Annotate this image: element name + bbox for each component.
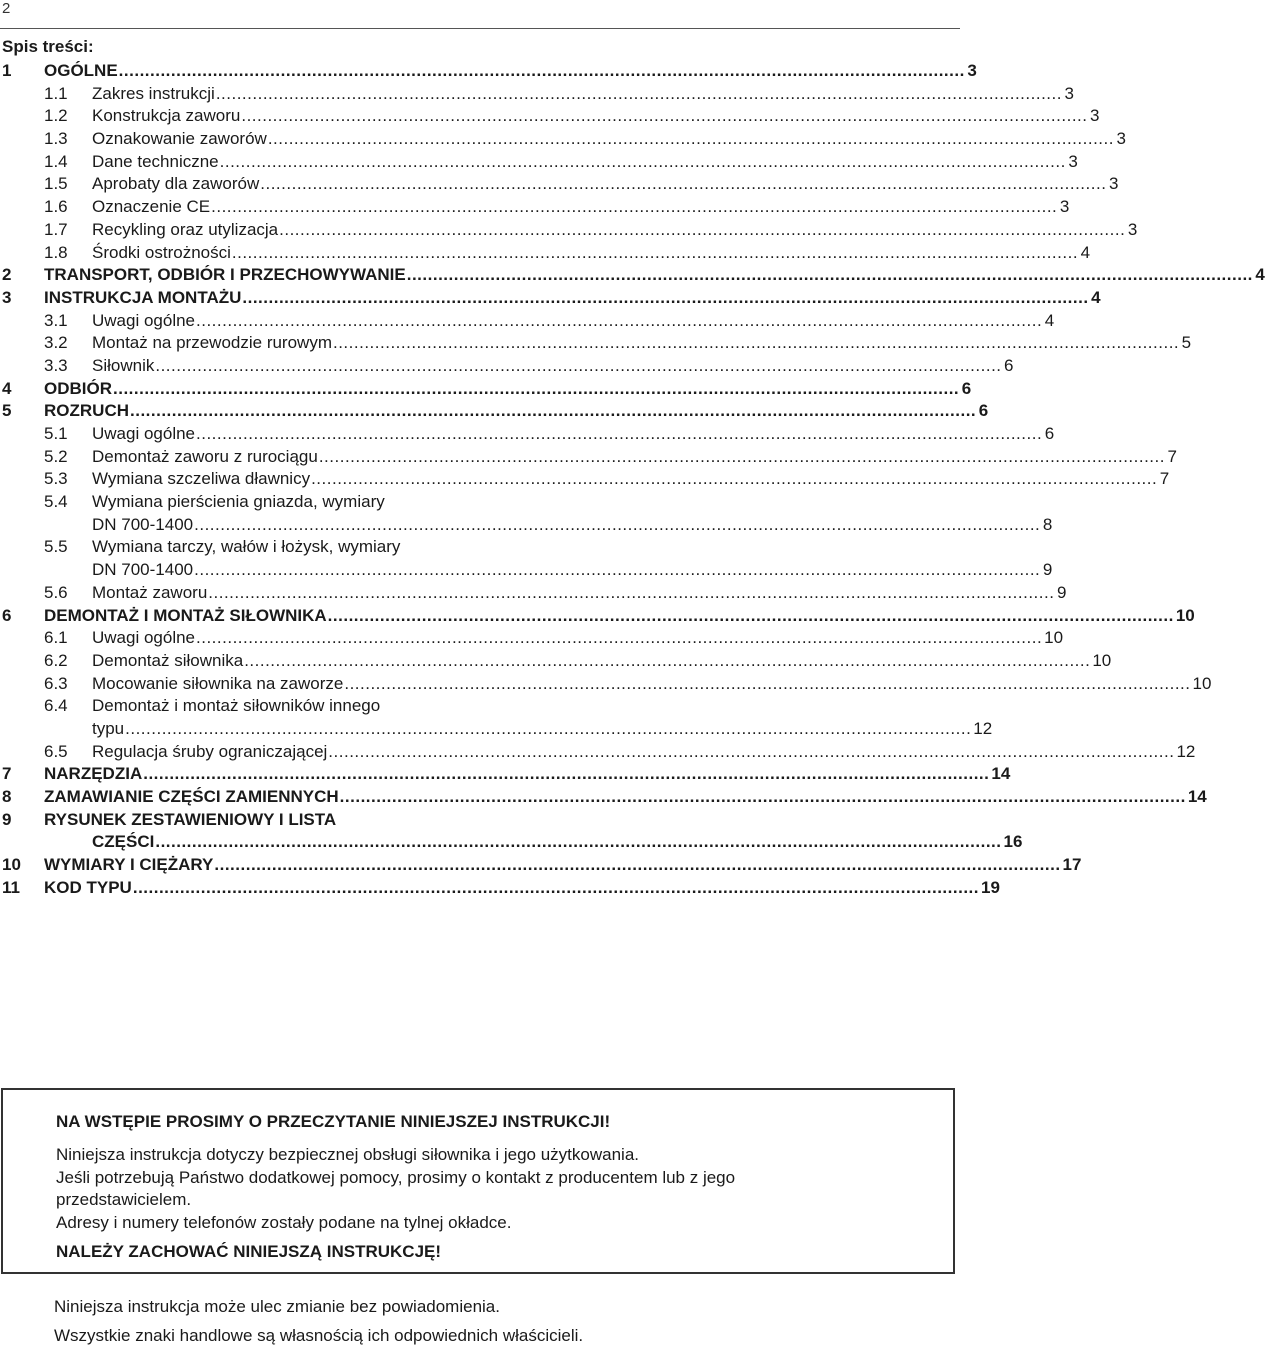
toc-leader-dots xyxy=(216,83,1062,106)
notice-line: Adresy i numery telefonów zostały podane na tylnej okładce. xyxy=(56,1212,512,1232)
toc-entry-number: 1.5 xyxy=(44,174,68,194)
toc-leader-dots xyxy=(333,332,1179,355)
toc-entry-page: 4 xyxy=(1044,310,1055,330)
toc-leader-dots xyxy=(244,650,1090,673)
toc-entry-page: 19 xyxy=(981,877,1000,897)
toc-leader-dots xyxy=(133,877,979,900)
toc-leader-dots xyxy=(220,151,1066,174)
toc-leader-dots xyxy=(260,173,1106,196)
toc-entry xyxy=(2,242,1091,265)
toc-entry-title: Uwagi ogólne xyxy=(92,628,196,648)
toc-entry-page: 14 xyxy=(1187,787,1207,806)
toc-entry-number: 1.7 xyxy=(44,219,68,239)
toc-leader-dots xyxy=(241,105,1087,128)
toc-entry-page: 6 xyxy=(961,378,972,398)
toc-entry-page: 3 xyxy=(967,61,977,80)
toc-entry-page: 10 xyxy=(1044,628,1064,648)
toc-entry xyxy=(2,831,1023,854)
toc-leader-dots xyxy=(125,718,971,741)
toc-entry-number: 1.4 xyxy=(44,151,68,171)
toc-entry-number: 5.1 xyxy=(44,424,68,443)
toc-entry-number: 1 xyxy=(2,61,12,80)
toc-entry-number: 8 xyxy=(2,787,12,806)
toc-entry-page: 3 xyxy=(1116,129,1126,149)
toc-leader-dots xyxy=(194,559,1040,582)
toc-entry xyxy=(2,219,1138,242)
toc-entry-title: Montaż zaworu xyxy=(92,582,208,602)
toc-entry-title: DN 700-1400 xyxy=(92,514,194,534)
toc-entry-title: Montaż na przewodzie rurowym xyxy=(92,333,332,353)
toc-entry xyxy=(2,877,1000,900)
toc-entry-page: 6 xyxy=(1044,424,1055,443)
toc-leader-dots xyxy=(130,400,976,423)
toc-entry-number: 4 xyxy=(2,378,12,398)
toc-title: Spis treści: xyxy=(2,37,94,56)
toc-leader-dots xyxy=(407,264,1253,287)
toc-entry-title: ZAMAWIANIE CZĘŚCI ZAMIENNYCH xyxy=(44,787,339,806)
notice-heading: NA WSTĘPIE PROSIMY O PRZECZYTANIE NINIEJSZEJ INSTRUKCJI! xyxy=(56,1112,611,1131)
toc-entry-page: 14 xyxy=(991,764,1011,784)
toc-entry-title: Środki ostrożności xyxy=(92,242,231,262)
toc-entry xyxy=(2,355,1014,378)
toc-entry xyxy=(2,718,993,741)
toc-entry-page: 3 xyxy=(1127,219,1138,239)
toc-entry-number: 1.8 xyxy=(44,242,68,262)
toc-entry xyxy=(2,741,1196,764)
toc-entry-title: Siłownik xyxy=(92,355,155,375)
toc-entry-title: INSTRUKCJA MONTAŻU xyxy=(44,287,242,307)
toc-entry-number: 6 xyxy=(2,605,12,625)
toc-entry-page: 12 xyxy=(1176,741,1196,761)
toc-entry-title: Zakres instrukcji xyxy=(92,83,215,103)
toc-entry-page: 9 xyxy=(1042,560,1053,580)
notice-line: Jeśli potrzebują Państwo dodatkowej pomocy, prosimy o kontakt z producentem lub z jego xyxy=(56,1167,736,1187)
page-number: 2 xyxy=(2,0,11,17)
toc-leader-dots xyxy=(155,831,1001,854)
toc-entry-title: CZĘŚCI xyxy=(92,832,155,852)
toc-entry-page: 6 xyxy=(1004,355,1014,375)
table-of-contents xyxy=(2,60,1265,899)
toc-entry-page: 6 xyxy=(978,401,989,421)
toc-entry-title: DEMONTAŻ I MONTAŻ SIŁOWNIKA xyxy=(44,605,327,625)
toc-entry xyxy=(2,128,1126,151)
notice-body xyxy=(56,1144,916,1234)
toc-leader-dots xyxy=(208,582,1054,605)
toc-entry-page: 8 xyxy=(1042,514,1053,534)
toc-entry-page: 7 xyxy=(1159,469,1170,489)
toc-leader-dots xyxy=(232,242,1078,265)
toc-entry-number: 1.1 xyxy=(44,83,68,103)
toc-entry-title: Oznaczenie CE xyxy=(92,197,211,217)
toc-entry-number: 3 xyxy=(2,287,12,307)
header-rule xyxy=(0,28,960,29)
toc-leader-dots xyxy=(214,854,1060,877)
toc-entry xyxy=(2,559,1053,582)
toc-entry-title: Wymiana szczeliwa dławnicy xyxy=(92,469,311,489)
toc-entry xyxy=(2,627,1064,650)
toc-leader-dots xyxy=(242,287,1088,310)
toc-leader-dots xyxy=(196,627,1042,650)
toc-entry-title: NARZĘDZIA xyxy=(44,764,143,784)
toc-entry xyxy=(2,763,1011,786)
toc-entry-title: Dane techniczne xyxy=(92,151,219,171)
toc-leader-dots xyxy=(340,786,1186,809)
toc-leader-dots xyxy=(196,423,1042,446)
toc-entry-number: 5.5 xyxy=(44,537,68,557)
toc-entry-title: Uwagi ogólne xyxy=(92,424,196,443)
toc-entry xyxy=(2,287,1101,310)
toc-entry-page: 17 xyxy=(1062,855,1082,875)
toc-entry-page: 9 xyxy=(1056,582,1067,602)
toc-entry xyxy=(2,83,1074,106)
toc-leader-dots xyxy=(155,355,1001,378)
toc-leader-dots xyxy=(143,763,989,786)
toc-entry-number: 6.2 xyxy=(44,650,68,670)
toc-entry xyxy=(2,582,1067,605)
toc-entry-number: 6.5 xyxy=(44,741,68,761)
toc-entry xyxy=(2,536,464,559)
toc-entry-title: Wymiana tarczy, wałów i łożysk, wymiary xyxy=(92,537,401,557)
toc-entry-number: 1.2 xyxy=(44,106,68,126)
toc-entry-title: Regulacja śruby ograniczającej xyxy=(92,741,328,761)
toc-entry-page: 7 xyxy=(1167,446,1177,466)
toc-entry xyxy=(2,854,1082,877)
toc-entry-number: 5 xyxy=(2,401,12,421)
toc-leader-dots xyxy=(344,673,1190,696)
toc-entry-number: 3.2 xyxy=(44,333,68,353)
toc-entry xyxy=(2,264,1265,287)
toc-entry-title: DN 700-1400 xyxy=(92,560,194,580)
toc-entry xyxy=(2,446,1177,469)
toc-entry-number: 9 xyxy=(2,809,12,829)
toc-entry-number: 11 xyxy=(2,877,20,897)
toc-entry-title: Demontaż zaworu z rurociągu xyxy=(92,446,318,466)
trademark-notice: Wszystkie znaki handlowe są własnością ich odpowiednich właścicieli. xyxy=(54,1326,584,1345)
toc-entry xyxy=(2,400,989,423)
toc-leader-dots xyxy=(119,60,965,83)
toc-entry xyxy=(2,423,1055,446)
toc-entry-title: Mocowanie siłownika na zaworze xyxy=(92,673,344,693)
toc-entry xyxy=(2,60,977,83)
toc-entry xyxy=(2,695,464,718)
toc-entry-title: Wymiana pierścienia gniazda, wymiary xyxy=(92,492,385,512)
toc-entry-number: 5.4 xyxy=(44,492,68,512)
notice-footer: NALEŻY ZACHOWAĆ NINIEJSZĄ INSTRUKCJĘ! xyxy=(56,1242,442,1261)
toc-entry-title: typu xyxy=(92,718,125,738)
toc-entry-title: TRANSPORT, ODBIÓR I PRZECHOWYWANIE xyxy=(44,265,406,285)
toc-entry-number: 2 xyxy=(2,265,12,285)
toc-entry xyxy=(2,468,1170,491)
toc-entry-number: 5.6 xyxy=(44,582,68,602)
toc-entry xyxy=(2,809,464,832)
toc-entry-page: 4 xyxy=(1091,287,1101,307)
toc-leader-dots xyxy=(211,196,1057,219)
toc-leader-dots xyxy=(196,310,1042,333)
toc-entry-title: Recykling oraz utylizacja xyxy=(92,219,279,239)
toc-entry-number: 5.3 xyxy=(44,469,68,489)
toc-entry-number: 6.4 xyxy=(44,696,68,716)
toc-entry-page: 3 xyxy=(1059,197,1070,217)
toc-entry-title: RYSUNEK ZESTAWIENIOWY I LISTA xyxy=(44,809,337,829)
toc-entry-title: Konstrukcja zaworu xyxy=(92,106,241,126)
toc-entry xyxy=(2,105,1100,128)
notice-box xyxy=(1,1088,955,1274)
toc-entry-page: 5 xyxy=(1181,333,1192,353)
toc-entry xyxy=(2,173,1119,196)
toc-leader-dots xyxy=(268,128,1114,151)
toc-entry-number: 3.1 xyxy=(44,310,68,330)
toc-entry-page: 3 xyxy=(1068,151,1078,171)
toc-entry-title: ROZRUCH xyxy=(44,401,129,421)
toc-entry-number: 1.6 xyxy=(44,197,68,217)
toc-leader-dots xyxy=(328,741,1174,764)
toc-entry-number: 6.1 xyxy=(44,628,68,648)
toc-entry-title: Uwagi ogólne xyxy=(92,310,196,330)
toc-entry xyxy=(2,786,1207,809)
toc-leader-dots xyxy=(311,468,1157,491)
toc-leader-dots xyxy=(319,446,1165,469)
notice-line: przedstawicielem. xyxy=(56,1190,192,1209)
toc-entry-title: KOD TYPU xyxy=(44,877,132,897)
toc-entry-title: Demontaż i montaż siłowników innego xyxy=(92,696,381,716)
toc-leader-dots xyxy=(194,514,1040,537)
toc-entry-page: 4 xyxy=(1080,242,1091,262)
toc-entry-page: 16 xyxy=(1003,832,1023,852)
toc-entry-page: 3 xyxy=(1090,106,1100,126)
notice-line: Niniejsza instrukcja dotyczy bezpiecznej obsługi siłownika i jego użytkowania. xyxy=(56,1145,640,1164)
toc-entry-page: 12 xyxy=(973,718,993,738)
toc-leader-dots xyxy=(113,378,959,401)
toc-entry xyxy=(2,151,1078,174)
toc-entry-number: 5.2 xyxy=(44,446,68,466)
toc-entry-title: Oznakowanie zaworów xyxy=(92,129,267,149)
toc-entry-title: OGÓLNE xyxy=(44,61,118,80)
toc-entry-number: 6.3 xyxy=(44,673,68,693)
toc-entry xyxy=(2,332,1192,355)
toc-entry-page: 10 xyxy=(1175,605,1195,625)
toc-leader-dots xyxy=(279,219,1125,242)
toc-entry xyxy=(2,605,1195,628)
toc-entry-number: 7 xyxy=(2,764,12,784)
toc-entry-page: 3 xyxy=(1064,83,1074,103)
toc-entry xyxy=(2,491,464,514)
toc-entry-page: 3 xyxy=(1108,174,1119,194)
change-notice: Niniejsza instrukcja może ulec zmianie bez powiadomienia. xyxy=(54,1297,500,1316)
toc-entry-title: ODBIÓR xyxy=(44,378,112,398)
toc-entry xyxy=(2,673,1212,696)
toc-entry-page: 4 xyxy=(1255,265,1265,285)
toc-entry-page: 10 xyxy=(1192,673,1212,693)
toc-entry xyxy=(2,650,1112,673)
toc-leader-dots xyxy=(328,605,1174,628)
toc-entry xyxy=(2,378,972,401)
toc-entry xyxy=(2,310,1055,333)
toc-entry-number: 3.3 xyxy=(44,355,68,375)
toc-entry-title: Demontaż siłownika xyxy=(92,650,244,670)
toc-entry-page: 10 xyxy=(1092,650,1112,670)
toc-entry-number: 1.3 xyxy=(44,129,68,149)
toc-entry xyxy=(2,514,1053,537)
toc-entry xyxy=(2,196,1070,219)
toc-entry-number: 10 xyxy=(2,855,21,875)
toc-entry-title: WYMIARY I CIĘŻARY xyxy=(44,855,214,875)
toc-entry-title: Aprobaty dla zaworów xyxy=(92,174,260,194)
